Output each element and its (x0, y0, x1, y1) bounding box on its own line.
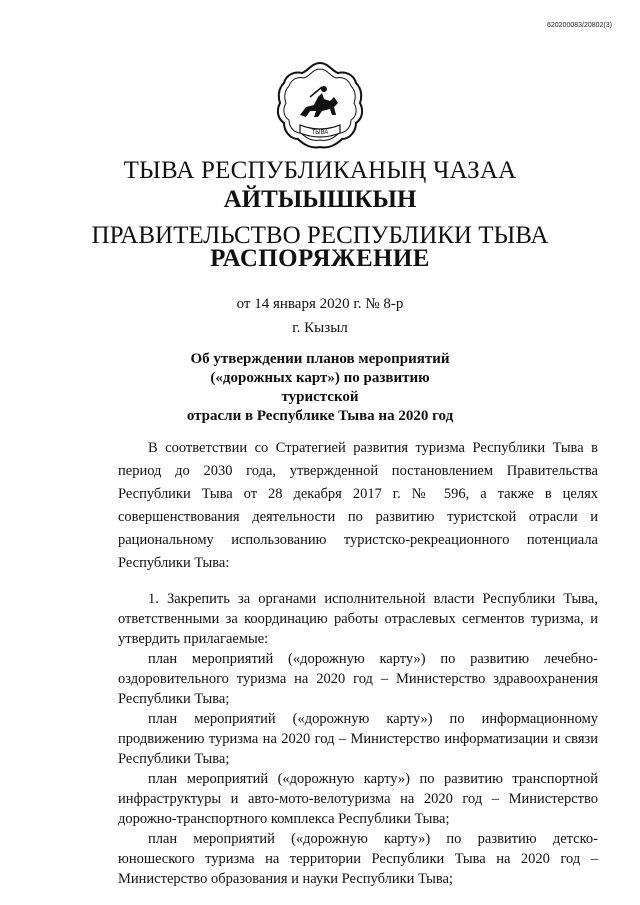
document-subject (170, 350, 470, 426)
svg-text:ТЫВА: ТЫВА (311, 130, 329, 136)
body-paragraph-plan: план мероприятий («дорожную карту») по развитию транспортной инфраструктуры и авто-мото-велотуризма на 2020 год – Министерство дорожно-транспортного комплекса Республики Тыва; (118, 771, 598, 827)
subject-line: («дорожных карт») по развитию туристской (210, 370, 430, 405)
body-paragraph-item-1: 1. Закрепить за органами исполнительной власти Республики Тыва, ответственными за координацию работы отраслевых сегментов туризма, и утвердить прилагаемые: (118, 591, 598, 647)
title-order: РАСПОРЯЖЕНИЕ (210, 245, 430, 272)
title-tuvan-order: АЙТЫЫШКЫН (223, 186, 417, 213)
body-paragraph-plan: план мероприятий («дорожную карту») по развитию детско-юношеского туризма на территории Республики Тыва на 2020 год – Министерство образования и науки Республики Тыва; (118, 831, 598, 887)
tuva-coat-of-arms-icon (270, 57, 370, 157)
city: г. Кызыл (292, 320, 348, 336)
subject-line: отрасли в Республике Тыва на 2020 год (186, 408, 454, 424)
body-paragraph-plan: план мероприятий («дорожную карту») по развитию лечебно-оздоровительного туризма на 2020 год – Министерство здравоохранения Республики Тыва; (118, 651, 598, 707)
date-and-number: от 14 января 2020 г. № 8-р (236, 296, 404, 312)
subject-line: Об утверждении планов мероприятий (190, 351, 450, 367)
body-paragraph-preamble: В соответствии со Стратегией развития туризма Республики Тыва в период до 2030 года, утвержденной постановлением Правительства Республики Тыва от 28 декабря 2017 г. № 596, а также в целях совершенствования деятельности по развитию туристской отрасли и рациональному использованию туристско-рекреационного потенциала Республики Тыва: (118, 440, 598, 571)
document-body (118, 437, 598, 889)
title-government: ПРАВИТЕЛЬСТВО РЕСПУБЛИКИ ТЫВА (91, 222, 549, 249)
document-id: 620200083/20802(3) (546, 22, 612, 29)
body-paragraph-plan: план мероприятий («дорожную карту») по информационному продвижению туризма на 2020 год – Министерство информатизации и связи Республики Тыва; (118, 711, 598, 767)
title-tuvan-government: ТЫВА РЕСПУБЛИКАНЫҢ ЧАЗАА (123, 157, 517, 184)
